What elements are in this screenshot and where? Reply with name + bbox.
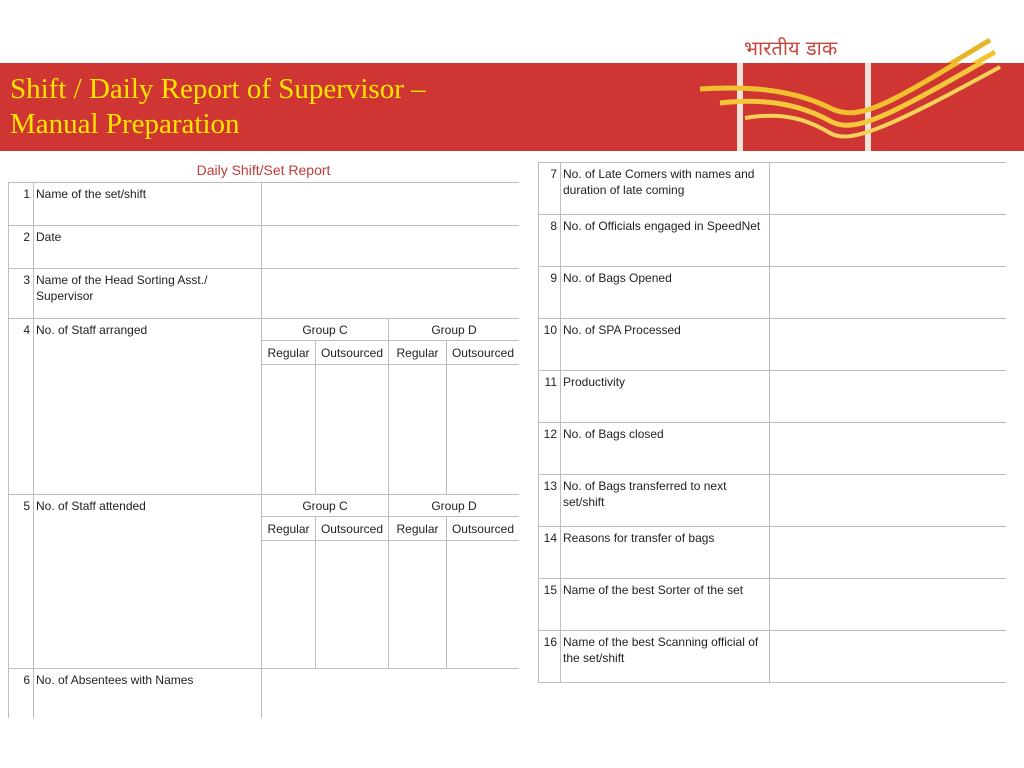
input-cell-supervisor[interactable] xyxy=(262,269,520,319)
input-cell[interactable] xyxy=(770,267,1007,319)
table-row xyxy=(539,579,1007,631)
input-cell-attended-d-outsourced[interactable] xyxy=(447,541,520,669)
table-row xyxy=(9,319,520,341)
row-number: 6 xyxy=(9,669,34,719)
table-row xyxy=(539,215,1007,267)
input-cell-absentees[interactable] xyxy=(262,669,520,719)
input-cell-arranged-d-regular[interactable] xyxy=(389,365,447,495)
row-number: 15 xyxy=(539,579,561,631)
row-label: Name of the set/shift xyxy=(34,183,262,226)
table-row xyxy=(9,269,520,319)
row-label: No. of Officials engaged in SpeedNet xyxy=(561,215,770,267)
table-row xyxy=(539,319,1007,371)
input-cell-arranged-c-outsourced[interactable] xyxy=(316,365,389,495)
table-row xyxy=(539,631,1007,683)
table-row xyxy=(9,183,520,226)
outsourced-header: Outsourced xyxy=(447,341,520,365)
table-row xyxy=(539,267,1007,319)
row-label: No. of Staff attended xyxy=(34,495,262,669)
table-row xyxy=(9,495,520,517)
regular-header: Regular xyxy=(262,517,316,541)
row-label: Reasons for transfer of bags xyxy=(561,527,770,579)
row-label: No. of Staff arranged xyxy=(34,319,262,495)
right-form-table xyxy=(538,162,1006,683)
input-cell[interactable] xyxy=(770,631,1007,683)
input-cell[interactable] xyxy=(770,475,1007,527)
left-form-table xyxy=(8,182,519,718)
page-title xyxy=(10,72,426,142)
row-number: 14 xyxy=(539,527,561,579)
input-cell[interactable] xyxy=(770,579,1007,631)
group-d-header: Group D xyxy=(389,319,520,341)
row-label: Name of the best Scanning official of the set/shift xyxy=(561,631,770,683)
row-number: 10 xyxy=(539,319,561,371)
input-cell[interactable] xyxy=(770,423,1007,475)
input-cell[interactable] xyxy=(770,527,1007,579)
table-row xyxy=(9,669,520,719)
row-number: 4 xyxy=(9,319,34,495)
regular-header: Regular xyxy=(389,341,447,365)
row-label: No. of Bags closed xyxy=(561,423,770,475)
row-label: No. of SPA Processed xyxy=(561,319,770,371)
row-number: 8 xyxy=(539,215,561,267)
input-cell-arranged-d-outsourced[interactable] xyxy=(447,365,520,495)
form-right-panel xyxy=(538,162,1006,684)
table-row xyxy=(539,163,1007,215)
input-cell[interactable] xyxy=(770,319,1007,371)
row-label: No. of Late Comers with names and duration of late coming xyxy=(561,163,770,215)
form-heading: Daily Shift/Set Report xyxy=(196,162,331,178)
outsourced-header: Outsourced xyxy=(316,341,389,365)
input-cell-attended-d-regular[interactable] xyxy=(389,541,447,669)
input-cell-date[interactable] xyxy=(262,226,520,269)
row-number: 11 xyxy=(539,371,561,423)
group-c-header: Group C xyxy=(262,495,389,517)
form-left-panel xyxy=(8,158,519,718)
logo-text: भारतीय डाक xyxy=(744,36,838,60)
row-number: 16 xyxy=(539,631,561,683)
input-cell-arranged-c-regular[interactable] xyxy=(262,365,316,495)
table-row xyxy=(539,423,1007,475)
input-cell-attended-c-regular[interactable] xyxy=(262,541,316,669)
input-cell[interactable] xyxy=(770,371,1007,423)
table-row xyxy=(539,371,1007,423)
row-number: 1 xyxy=(9,183,34,226)
regular-header: Regular xyxy=(262,341,316,365)
input-cell[interactable] xyxy=(770,163,1007,215)
row-label: No. of Bags Opened xyxy=(561,267,770,319)
row-label: No. of Bags transferred to next set/shift xyxy=(561,475,770,527)
outsourced-header: Outsourced xyxy=(316,517,389,541)
row-number: 2 xyxy=(9,226,34,269)
row-number: 5 xyxy=(9,495,34,669)
input-cell-attended-c-outsourced[interactable] xyxy=(316,541,389,669)
row-number: 9 xyxy=(539,267,561,319)
row-label: Productivity xyxy=(561,371,770,423)
input-cell[interactable] xyxy=(770,215,1007,267)
row-label: No. of Absentees with Names xyxy=(34,669,262,719)
row-number: 7 xyxy=(539,163,561,215)
row-label: Date xyxy=(34,226,262,269)
input-cell-set-shift[interactable] xyxy=(262,183,520,226)
title-line-2: Manual Preparation xyxy=(10,108,240,140)
regular-header: Regular xyxy=(389,517,447,541)
outsourced-header: Outsourced xyxy=(447,517,520,541)
row-number: 13 xyxy=(539,475,561,527)
table-row xyxy=(539,527,1007,579)
row-number: 3 xyxy=(9,269,34,319)
group-c-header: Group C xyxy=(262,319,389,341)
group-d-header: Group D xyxy=(389,495,520,517)
row-number: 12 xyxy=(539,423,561,475)
row-label: Name of the Head Sorting Asst./ Supervisor xyxy=(34,269,262,319)
table-row xyxy=(539,475,1007,527)
row-label: Name of the best Sorter of the set xyxy=(561,579,770,631)
title-line-1: Shift / Daily Report of Supervisor – xyxy=(10,73,426,105)
table-row xyxy=(9,226,520,269)
